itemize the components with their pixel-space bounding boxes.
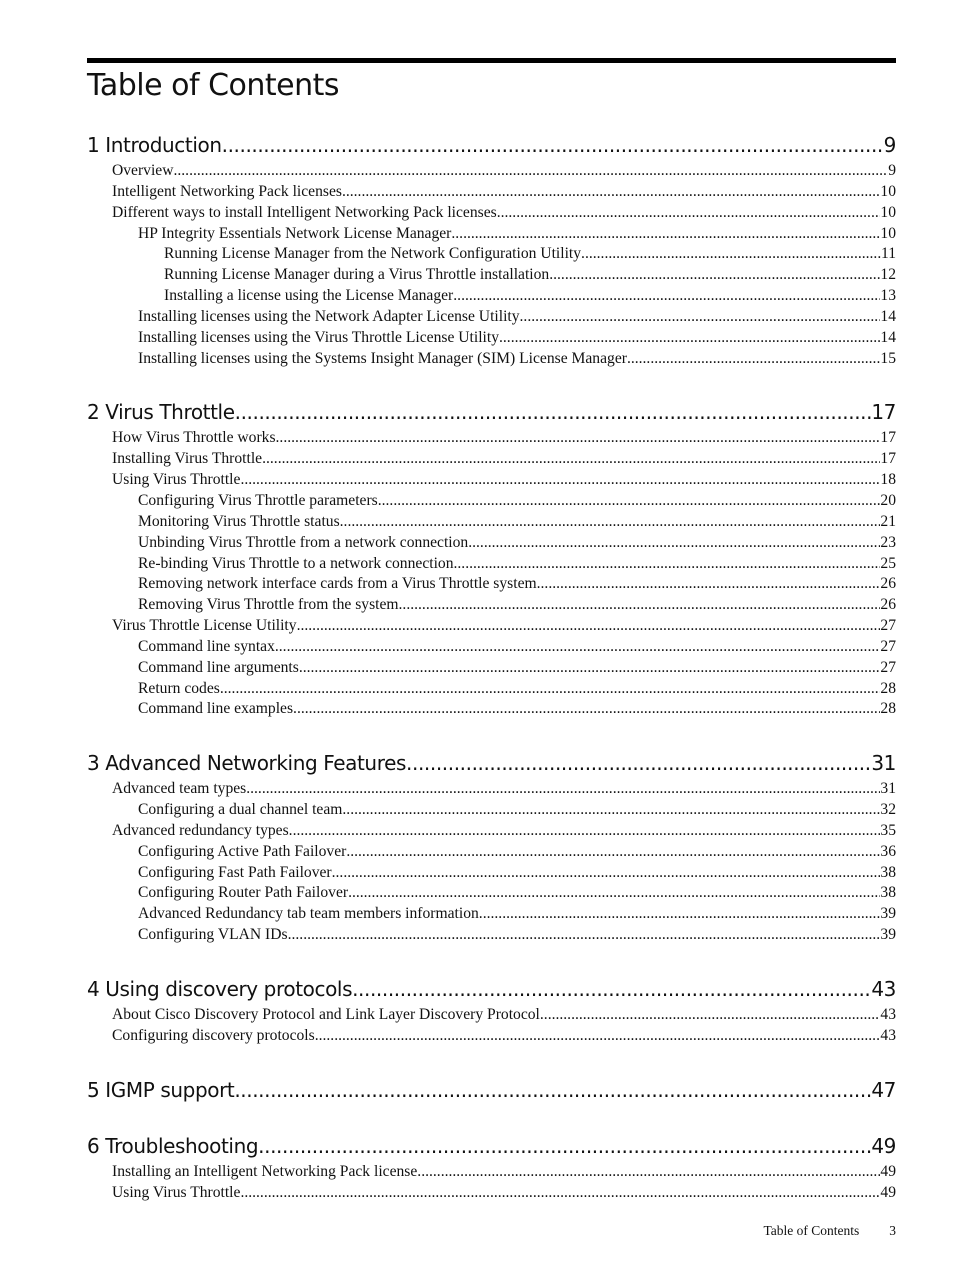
toc-entry-page: 17	[880, 429, 896, 447]
toc-chapter-entry[interactable]	[87, 1077, 896, 1103]
toc-chapter-entry[interactable]	[87, 976, 896, 1002]
toc-entry-label: Running License Manager during a Virus Throttle installation	[164, 266, 550, 284]
toc-entry[interactable]	[87, 161, 896, 182]
dot-leader	[276, 428, 881, 449]
toc-entry-page: 13	[880, 287, 896, 305]
dot-leader	[342, 800, 880, 821]
toc-entry-page: 32	[880, 801, 896, 819]
toc-entry-label: Different ways to install Intelligent Networking Pack licenses	[112, 203, 497, 221]
toc-entry[interactable]	[87, 574, 896, 595]
toc-entry-page: 11	[880, 245, 896, 263]
toc-entry-label: Advanced redundancy types	[112, 821, 289, 839]
dot-leader	[258, 1133, 871, 1159]
toc-entry[interactable]	[87, 554, 896, 575]
dot-leader	[220, 679, 881, 700]
toc-entry-page: 49	[880, 1162, 896, 1180]
dot-leader	[627, 349, 880, 370]
toc-entry-page: 10	[880, 182, 896, 200]
dot-leader	[293, 699, 880, 720]
toc-entry[interactable]	[87, 637, 896, 658]
toc-entry[interactable]	[87, 779, 896, 800]
dot-leader	[540, 1005, 881, 1026]
toc-entry-label: Installing licenses using the Systems Insight Manager (SIM) License Manager	[138, 349, 627, 367]
toc-entry[interactable]	[87, 265, 896, 286]
toc-entry[interactable]	[87, 286, 896, 307]
dot-leader	[537, 574, 881, 595]
toc-entry[interactable]	[87, 349, 896, 370]
toc-entry-page: 18	[880, 471, 896, 489]
toc-entry-label: Overview	[112, 162, 174, 179]
toc-entry-page: 21	[880, 512, 896, 530]
dot-leader	[240, 1183, 880, 1204]
toc-entry-page: 27	[880, 637, 896, 655]
toc-entry-page: 31	[871, 751, 896, 776]
dot-leader	[288, 925, 881, 946]
toc-entry-label: 3 Advanced Networking Features	[87, 751, 407, 776]
toc-entry[interactable]	[87, 533, 896, 554]
toc-entry-label: Using Virus Throttle	[112, 1183, 241, 1201]
toc-entry[interactable]	[87, 1005, 896, 1026]
dot-leader	[262, 449, 880, 470]
dot-leader	[332, 863, 881, 884]
toc-entry[interactable]	[87, 883, 896, 904]
toc-entry-label: Command line syntax	[138, 637, 275, 655]
toc-entry-page: 39	[880, 905, 896, 923]
toc-entry[interactable]	[87, 842, 896, 863]
toc-entry-label: Installing a license using the License Manager	[164, 287, 454, 305]
table-of-contents	[87, 132, 896, 1203]
dot-leader	[417, 1162, 880, 1183]
toc-entry-page: 14	[880, 307, 896, 325]
dot-leader	[454, 554, 881, 575]
dot-leader	[297, 616, 881, 637]
dot-leader	[315, 1026, 881, 1047]
toc-entry-page: 47	[871, 1077, 896, 1102]
toc-entry-page: 35	[880, 821, 896, 839]
toc-entry[interactable]	[87, 699, 896, 720]
toc-entry-page: 9	[888, 162, 896, 179]
toc-entry[interactable]	[87, 595, 896, 616]
toc-entry-label: Unbinding Virus Throttle from a network connection	[138, 533, 469, 551]
toc-entry[interactable]	[87, 428, 896, 449]
dot-leader	[453, 286, 880, 307]
toc-entry-label: Installing an Intelligent Networking Pack license	[112, 1162, 418, 1180]
dot-leader	[479, 904, 881, 925]
dot-leader	[348, 883, 880, 904]
dot-leader	[240, 470, 880, 491]
toc-entry[interactable]	[87, 203, 896, 224]
dot-leader	[581, 244, 881, 265]
dot-leader	[246, 779, 880, 800]
toc-entry-page: 27	[880, 617, 896, 635]
toc-entry-page: 31	[880, 780, 896, 798]
toc-chapter-entry[interactable]	[87, 132, 896, 158]
toc-entry-page: 12	[880, 266, 896, 284]
toc-entry-label: Intelligent Networking Pack licenses	[112, 182, 342, 200]
dot-leader	[173, 161, 888, 182]
toc-chapter-entry[interactable]	[87, 399, 896, 425]
dot-leader	[222, 132, 884, 158]
toc-entry-label: Configuring Virus Throttle parameters	[138, 491, 378, 509]
toc-entry[interactable]	[87, 904, 896, 925]
toc-entry-label: How Virus Throttle works	[112, 429, 276, 447]
toc-entry-page: 17	[880, 450, 896, 468]
toc-entry-label: Configuring Fast Path Failover	[138, 863, 332, 881]
toc-chapter	[87, 399, 896, 720]
toc-entry[interactable]	[87, 863, 896, 884]
footer-page-number: 3	[889, 1223, 896, 1238]
toc-entry-page: 49	[871, 1133, 896, 1158]
dot-leader	[378, 491, 881, 512]
toc-entry-page: 26	[880, 575, 896, 593]
page-footer	[763, 1222, 896, 1240]
toc-entry-page: 9	[883, 133, 896, 157]
toc-entry-page: 25	[880, 554, 896, 572]
toc-entry-page: 38	[880, 863, 896, 881]
toc-entry[interactable]	[87, 1162, 896, 1183]
toc-entry-label: 5 IGMP support	[87, 1077, 235, 1102]
toc-entry-label: About Cisco Discovery Protocol and Link Layer Discovery Protocol	[112, 1006, 540, 1023]
dot-leader	[549, 265, 880, 286]
toc-entry[interactable]	[87, 925, 896, 946]
toc-entry-page: 39	[880, 926, 896, 944]
toc-entry-page: 49	[880, 1183, 896, 1201]
dot-leader	[275, 637, 881, 658]
toc-chapter	[87, 1133, 896, 1204]
toc-entry-page: 14	[880, 328, 896, 346]
toc-entry[interactable]	[87, 328, 896, 349]
toc-chapter	[87, 976, 896, 1047]
toc-entry-label: Virus Throttle License Utility	[112, 617, 297, 635]
toc-entry-page: 17	[871, 400, 896, 425]
toc-entry-page: 43	[871, 977, 896, 1001]
toc-entry-page: 20	[880, 491, 896, 509]
toc-entry-page: 38	[880, 884, 896, 902]
dot-leader	[289, 821, 881, 842]
toc-entry-label: Using Virus Throttle	[112, 471, 241, 489]
toc-entry-label: 4 Using discovery protocols	[87, 977, 353, 1001]
toc-entry-page: 27	[880, 658, 896, 676]
toc-entry[interactable]	[87, 449, 896, 470]
toc-entry-label: Removing network interface cards from a Virus Throttle system	[138, 575, 537, 593]
toc-entry-label: Configuring VLAN IDs	[138, 926, 288, 944]
toc-entry-label: 6 Troubleshooting	[87, 1133, 259, 1158]
toc-chapter-entry[interactable]	[87, 750, 896, 776]
dot-leader	[342, 182, 880, 203]
toc-entry-page: 10	[880, 224, 896, 242]
toc-entry-page: 28	[880, 679, 896, 697]
toc-entry[interactable]	[87, 244, 896, 265]
toc-entry[interactable]	[87, 307, 896, 328]
toc-entry[interactable]	[87, 1183, 896, 1204]
dot-leader	[499, 328, 880, 349]
dot-leader	[451, 224, 880, 245]
toc-entry[interactable]	[87, 658, 896, 679]
toc-entry-label: Configuring Router Path Failover	[138, 884, 349, 902]
toc-chapter-entry[interactable]	[87, 1133, 896, 1159]
toc-entry-label: Command line arguments	[138, 658, 299, 676]
toc-entry-label: Configuring discovery protocols	[112, 1026, 315, 1044]
toc-chapter	[87, 750, 896, 946]
toc-chapter	[87, 132, 896, 369]
dot-leader	[340, 512, 881, 533]
toc-chapter	[87, 1077, 896, 1103]
toc-entry-label: Advanced team types	[112, 780, 247, 798]
toc-entry-label: 1 Introduction	[87, 133, 222, 157]
toc-entry-label: Installing licenses using the Network Adapter License Utility	[138, 307, 520, 325]
toc-entry-label: Removing Virus Throttle from the system	[138, 596, 399, 614]
toc-entry[interactable]	[87, 1026, 896, 1047]
dot-leader	[234, 1077, 871, 1103]
dot-leader	[352, 976, 871, 1002]
toc-entry-label: Configuring a dual channel team	[138, 801, 343, 819]
toc-entry[interactable]	[87, 679, 896, 700]
dot-leader	[520, 307, 881, 328]
dot-leader	[399, 595, 881, 616]
toc-entry-label: 2 Virus Throttle	[87, 400, 235, 425]
toc-entry-page: 43	[880, 1006, 896, 1023]
toc-entry-label: Installing licenses using the Virus Throttle License Utility	[138, 328, 499, 346]
toc-entry-page: 26	[880, 596, 896, 614]
toc-entry[interactable]	[87, 470, 896, 491]
toc-entry-page: 36	[880, 842, 896, 860]
toc-entry-label: Command line examples	[138, 700, 294, 718]
toc-entry-label: Advanced Redundancy tab team members information	[138, 905, 479, 923]
toc-entry-page: 15	[880, 349, 896, 367]
toc-entry[interactable]	[87, 512, 896, 533]
toc-entry-page: 28	[880, 700, 896, 718]
toc-entry-label: Return codes	[138, 679, 220, 697]
toc-entry-label: Running License Manager from the Network Configuration Utility	[164, 245, 582, 263]
toc-entry-label: Installing Virus Throttle	[112, 450, 263, 468]
toc-entry[interactable]	[87, 224, 896, 245]
toc-entry[interactable]	[87, 616, 896, 637]
toc-entry-label: Monitoring Virus Throttle status	[138, 512, 340, 530]
dot-leader	[497, 203, 881, 224]
top-rule	[87, 58, 896, 63]
dot-leader	[299, 658, 881, 679]
toc-entry-page: 23	[880, 533, 896, 551]
toc-entry-page: 43	[880, 1026, 896, 1044]
toc-entry[interactable]	[87, 821, 896, 842]
dot-leader	[468, 533, 880, 554]
toc-entry-page: 10	[880, 203, 896, 221]
toc-entry[interactable]	[87, 491, 896, 512]
toc-entry-label: Re-binding Virus Throttle to a network connection	[138, 554, 454, 572]
toc-entry-label: Configuring Active Path Failover	[138, 842, 347, 860]
footer-label: Table of Contents	[763, 1223, 860, 1238]
toc-entry[interactable]	[87, 800, 896, 821]
dot-leader	[406, 750, 871, 776]
toc-entry-label: HP Integrity Essentials Network License Manager	[138, 224, 452, 242]
page-title: Table of Contents	[87, 68, 340, 103]
dot-leader	[235, 399, 872, 425]
dot-leader	[346, 842, 880, 863]
toc-entry[interactable]	[87, 182, 896, 203]
